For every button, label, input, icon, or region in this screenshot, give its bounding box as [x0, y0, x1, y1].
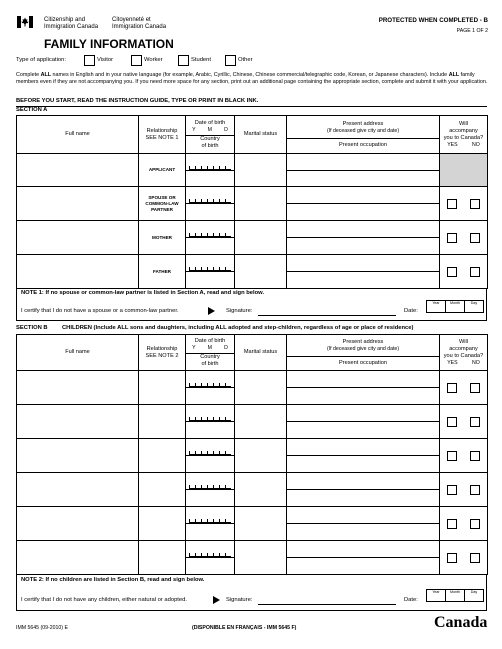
child-4-no-checkbox[interactable] — [470, 485, 480, 495]
child-6-relationship-cell[interactable] — [139, 541, 186, 575]
child-2-accompany-cell — [440, 405, 488, 439]
mother-name-cell[interactable] — [17, 221, 139, 255]
full-name-header-text: Full name — [65, 131, 90, 137]
father-row — [17, 255, 488, 289]
father-relationship-cell — [139, 255, 186, 289]
child-row-2 — [17, 405, 488, 439]
child-6-name-cell[interactable] — [17, 541, 139, 575]
child-row-5 — [17, 507, 488, 541]
child-1-marital-cell[interactable] — [235, 371, 287, 405]
visitor-checkbox[interactable] — [84, 55, 95, 66]
application-type-label: Type of application: — [16, 57, 66, 63]
section-b-title: SECTION B — [16, 325, 48, 331]
spouse-accompany-cell — [440, 187, 488, 221]
child-6-accompany-cell — [440, 541, 488, 575]
child-2-address-cell[interactable] — [287, 405, 440, 439]
signature-line-2[interactable] — [258, 604, 396, 605]
student-checkbox[interactable] — [178, 55, 189, 66]
note-2-box — [16, 575, 487, 611]
will-text: Will — [458, 120, 468, 127]
instructions-paragraph — [16, 72, 488, 86]
address-header — [287, 116, 440, 154]
child-2-no-checkbox[interactable] — [470, 417, 480, 427]
full-name-header — [17, 116, 139, 154]
b-of-birth-header-text: of birth — [201, 360, 219, 367]
b-dob-header-text: Date of birth — [194, 337, 226, 344]
b-relationship-header — [139, 335, 186, 371]
worker-label: Worker — [144, 57, 163, 63]
b-accompany-header — [440, 335, 488, 371]
section-a-title: SECTION A — [16, 107, 48, 113]
b-dob-y: Y — [192, 344, 196, 351]
relationship-header — [139, 116, 186, 154]
spouse-relationship-cell — [139, 187, 186, 221]
mother-accompany-cell — [440, 221, 488, 255]
department-fr — [112, 17, 166, 31]
signature-line-1[interactable] — [258, 315, 396, 316]
father-address-cell[interactable] — [287, 255, 440, 289]
applicant-accompany-cell — [440, 154, 488, 187]
protected-label: PROTECTED WHEN COMPLETED - B — [378, 17, 488, 24]
child-5-dob-cell[interactable] — [186, 507, 235, 541]
father-yes-checkbox[interactable] — [447, 267, 457, 277]
section-a-header-row — [17, 116, 488, 154]
child-5-accompany-cell — [440, 507, 488, 541]
mother-no-checkbox[interactable] — [470, 233, 480, 243]
department-en — [44, 17, 98, 31]
mother-address-cell[interactable] — [287, 221, 440, 255]
form-id: IMM 5645 (09-2010) E — [16, 625, 68, 631]
child-row-1 — [17, 371, 488, 405]
child-4-accompany-cell — [440, 473, 488, 507]
child-3-relationship-cell[interactable] — [139, 439, 186, 473]
child-5-marital-cell[interactable] — [235, 507, 287, 541]
b-full-name-header-text: Full name — [65, 349, 90, 355]
student-label: Student — [191, 57, 211, 63]
child-5-no-checkbox[interactable] — [470, 519, 480, 529]
dob-header — [186, 116, 235, 154]
b-no-label: NO — [472, 359, 480, 366]
dept-en-line-1: Citizenship and — [44, 17, 86, 23]
child-2-dob-cell[interactable] — [186, 405, 235, 439]
b-will-text: Will — [458, 338, 468, 345]
b-address-note: (If deceased give city and date) — [326, 345, 400, 352]
b-to-canada-text: you to Canada? — [443, 352, 484, 359]
child-6-no-checkbox[interactable] — [470, 553, 480, 563]
year-label-2: Year — [427, 590, 446, 601]
instr-bold-2: ALL — [448, 72, 460, 78]
b-dob-m: M — [207, 344, 212, 351]
child-4-relationship-cell[interactable] — [139, 473, 186, 507]
other-label: Other — [238, 57, 253, 63]
b-marital-header — [235, 335, 287, 371]
arrow-right-icon — [208, 307, 215, 315]
b-dob-header — [186, 335, 235, 371]
mother-marital-cell[interactable] — [235, 221, 287, 255]
spouse-label-3: PARTNER — [151, 206, 173, 212]
note-1-text: NOTE 1: If no spouse or common-law partner is listed in Section A, read and sign below. — [21, 290, 265, 296]
spouse-label-1: SPOUSE OR — [148, 194, 176, 200]
dob-header-text: Date of birth — [194, 119, 226, 126]
month-label-2: Month — [446, 590, 465, 601]
mother-yes-checkbox[interactable] — [447, 233, 457, 243]
child-5-relationship-cell[interactable] — [139, 507, 186, 541]
date-box-1[interactable] — [426, 300, 484, 313]
section-a-table — [16, 115, 488, 289]
page-number: PAGE 1 OF 2 — [456, 28, 488, 34]
month-label-1: Month — [446, 301, 465, 312]
other-checkbox[interactable] — [225, 55, 236, 66]
child-3-address-cell[interactable] — [287, 439, 440, 473]
section-b-subtitle: CHILDREN (Include ALL sons and daughters, including ALL adopted and step-children, regardless of age or place of residence) — [62, 325, 414, 331]
spouse-dob-cell[interactable] — [186, 187, 235, 221]
dept-fr-line-2: Immigration Canada — [112, 24, 167, 30]
father-label: FATHER — [152, 268, 172, 274]
spouse-marital-cell[interactable] — [235, 187, 287, 221]
arrow-right-icon — [213, 596, 220, 604]
child-3-marital-cell[interactable] — [235, 439, 287, 473]
child-6-address-cell[interactable] — [287, 541, 440, 575]
signature-label-1: Signature: — [226, 308, 253, 314]
see-note-2: SEE NOTE 2 — [145, 352, 179, 359]
yes-label: YES — [447, 141, 458, 148]
b-marital-header-text: Marital status — [243, 349, 278, 355]
child-4-address-cell[interactable] — [287, 473, 440, 507]
worker-checkbox[interactable] — [131, 55, 142, 66]
child-4-dob-cell[interactable] — [186, 473, 235, 507]
applicant-row — [17, 154, 488, 187]
instr-text-1: Complete — [16, 72, 41, 78]
date-box-2[interactable] — [426, 589, 484, 602]
b-country-header-text: Country — [200, 353, 220, 360]
certify-children-text: I certify that I do not have any children, either natural or adopted. — [21, 597, 187, 603]
date-label-1: Date: — [404, 308, 418, 314]
applicant-address-cell[interactable] — [287, 154, 440, 187]
child-2-name-cell[interactable] — [17, 405, 139, 439]
child-row-4 — [17, 473, 488, 507]
dept-en-line-2: Immigration Canada — [44, 24, 99, 30]
child-1-name-cell[interactable] — [17, 371, 139, 405]
spouse-name-cell[interactable] — [17, 187, 139, 221]
spouse-address-cell[interactable] — [287, 187, 440, 221]
child-3-yes-checkbox[interactable] — [447, 451, 457, 461]
child-1-relationship-cell[interactable] — [139, 371, 186, 405]
address-note: (If deceased give city and date) — [326, 127, 400, 134]
child-row-6 — [17, 541, 488, 575]
note-1-box — [16, 288, 487, 321]
child-3-name-cell[interactable] — [17, 439, 139, 473]
mother-label: MOTHER — [152, 234, 172, 240]
relationship-header-text: Relationship — [146, 127, 178, 134]
b-yes-label: YES — [447, 359, 458, 366]
applicant-dob-cell[interactable] — [186, 154, 235, 187]
day-label-1: Day — [470, 301, 478, 305]
child-1-accompany-cell — [440, 371, 488, 405]
child-6-yes-checkbox[interactable] — [447, 553, 457, 563]
spouse-row — [17, 187, 488, 221]
mother-row — [17, 221, 488, 255]
child-6-marital-cell[interactable] — [235, 541, 287, 575]
child-4-name-cell[interactable] — [17, 473, 139, 507]
no-label: NO — [472, 141, 480, 148]
spouse-no-checkbox[interactable] — [470, 199, 480, 209]
year-label-1: Year — [427, 301, 446, 312]
of-birth-header-text: of birth — [201, 142, 219, 149]
applicant-label: APPLICANT — [148, 167, 176, 172]
child-1-dob-cell[interactable] — [186, 371, 235, 405]
spouse-yes-checkbox[interactable] — [447, 199, 457, 209]
dept-fr-line-1: Citoyenneté et — [112, 17, 151, 23]
dob-y: Y — [192, 126, 196, 133]
child-1-address-cell[interactable] — [287, 371, 440, 405]
signature-label-2: Signature: — [226, 597, 253, 603]
b-accompany-text: accompany — [449, 345, 478, 352]
child-3-accompany-cell — [440, 439, 488, 473]
child-3-no-checkbox[interactable] — [470, 451, 480, 461]
child-5-address-cell[interactable] — [287, 507, 440, 541]
father-accompany-cell — [440, 255, 488, 289]
applicant-relationship-cell — [139, 154, 186, 187]
dob-d: D — [224, 126, 228, 133]
child-3-dob-cell[interactable] — [186, 439, 235, 473]
child-4-yes-checkbox[interactable] — [447, 485, 457, 495]
child-2-marital-cell[interactable] — [235, 405, 287, 439]
address-header-text: Present address — [342, 120, 384, 127]
father-marital-cell[interactable] — [235, 255, 287, 289]
date-label-2: Date: — [404, 597, 418, 603]
mother-relationship-cell — [139, 221, 186, 255]
child-1-yes-checkbox[interactable] — [447, 383, 457, 393]
b-dob-d: D — [224, 344, 228, 351]
b-address-header — [287, 335, 440, 371]
day-label-2: Day — [470, 590, 478, 594]
child-5-name-cell[interactable] — [17, 507, 139, 541]
marital-header-text: Marital status — [243, 131, 278, 137]
b-address-header-text: Present address — [342, 338, 384, 345]
child-row-3 — [17, 439, 488, 473]
father-name-cell[interactable] — [17, 255, 139, 289]
child-2-relationship-cell[interactable] — [139, 405, 186, 439]
applicant-marital-cell[interactable] — [235, 154, 287, 187]
spouse-label-2: COMMON-LAW — [145, 200, 179, 206]
b-occupation-header-text: Present occupation — [339, 359, 387, 366]
father-dob-cell[interactable] — [186, 255, 235, 289]
occupation-header-text: Present occupation — [339, 141, 387, 148]
instr-text-2: names in English and in your native language (for example, Arabic, Cyrillic, Chinese, Chinese commercial/telegraphic code, Korean, or Japanese characters). Include — [51, 72, 449, 78]
marital-header — [235, 116, 287, 154]
to-canada-text: you to Canada? — [443, 134, 484, 141]
divider — [16, 106, 487, 107]
section-b-header-row — [17, 335, 488, 371]
instr-bold-1: ALL — [40, 72, 52, 78]
child-5-yes-checkbox[interactable] — [447, 519, 457, 529]
see-note-1: SEE NOTE 1 — [145, 134, 179, 141]
dob-m: M — [207, 126, 212, 133]
child-1-no-checkbox[interactable] — [470, 383, 480, 393]
applicant-name-cell[interactable] — [17, 154, 139, 187]
child-2-yes-checkbox[interactable] — [447, 417, 457, 427]
certify-spouse-text: I certify that I do not have a spouse or a common-law partner. — [21, 308, 179, 314]
page-title: FAMILY INFORMATION — [44, 37, 174, 51]
instr-text-3: family members even if they are not accompanying you. If you need more space for any section, print out an additional page containing the appropriate section, complete and submit it with your application. — [16, 72, 488, 85]
note-2-text: NOTE 2: If no children are listed in Section B, read and sign below. — [21, 577, 205, 583]
child-4-marital-cell[interactable] — [235, 473, 287, 507]
visitor-label: Visitor — [97, 57, 114, 63]
father-no-checkbox[interactable] — [470, 267, 480, 277]
before-you-start: BEFORE YOU START, READ THE INSTRUCTION GUIDE, TYPE OR PRINT IN BLACK INK. — [16, 98, 259, 104]
canada-wordmark: Canada — [434, 614, 488, 631]
french-availability: (DISPONIBLE EN FRANÇAIS - IMM 5645 F) — [192, 625, 297, 631]
b-relationship-header-text: Relationship — [146, 345, 178, 352]
accompany-header — [440, 116, 488, 154]
child-6-dob-cell[interactable] — [186, 541, 235, 575]
section-b-table — [16, 334, 488, 575]
b-full-name-header — [17, 335, 139, 371]
mother-dob-cell[interactable] — [186, 221, 235, 255]
country-header-text: Country — [200, 135, 220, 142]
accompany-text: accompany — [449, 127, 478, 134]
canada-flag-icon — [17, 16, 33, 28]
